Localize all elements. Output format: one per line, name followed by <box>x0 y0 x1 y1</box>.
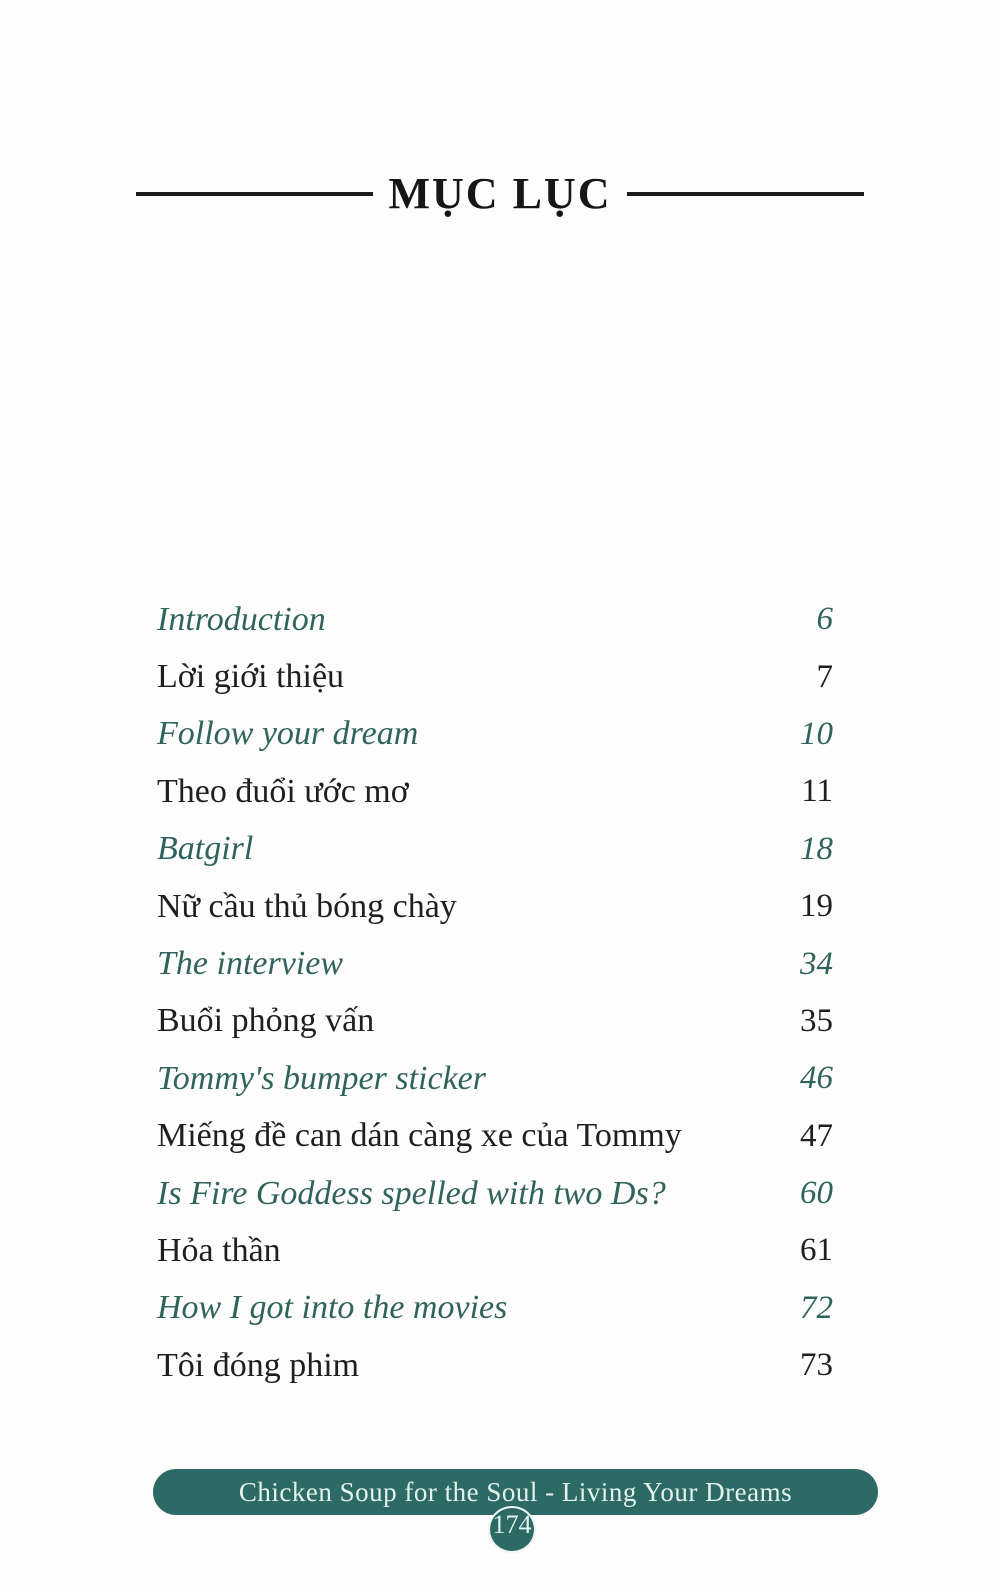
toc-entry-page: 18 <box>800 830 833 867</box>
toc-entry-page: 61 <box>800 1232 833 1269</box>
page-title: MỤC LỤC <box>388 169 612 218</box>
toc-row <box>157 763 833 820</box>
toc-entry-page: 7 <box>816 658 833 695</box>
toc-entry-title: Follow your dream <box>157 715 419 753</box>
book-title: Chicken Soup for the Soul - Living Your Dreams <box>238 1476 793 1507</box>
toc-entry-title: Hỏa thần <box>157 1231 281 1269</box>
toc-row <box>157 1280 833 1337</box>
toc-entry-title: How I got into the movies <box>157 1289 508 1327</box>
toc-entry-page: 6 <box>816 601 833 638</box>
toc-entry-page: 11 <box>801 773 833 810</box>
toc-entry-title: The interview <box>157 945 344 983</box>
toc-entry-page: 46 <box>800 1060 833 1097</box>
toc-entry-page: 60 <box>800 1175 833 1212</box>
title-rule-left <box>136 192 373 196</box>
toc-row <box>157 878 833 935</box>
toc-list <box>157 591 833 1394</box>
page-header <box>0 168 1000 219</box>
toc-entry-title: Tommy's bumper sticker <box>157 1059 486 1097</box>
toc-row <box>157 935 833 992</box>
toc-row <box>157 1337 833 1394</box>
toc-entry-title: Lời giới thiệu <box>157 658 345 696</box>
toc-entry-page: 47 <box>800 1117 833 1154</box>
toc-row <box>157 591 833 648</box>
toc-row <box>157 1108 833 1165</box>
page-number: 174 <box>492 1510 532 1539</box>
toc-entry-title: Nữ cầu thủ bóng chày <box>157 887 457 925</box>
toc-row <box>157 1050 833 1107</box>
page-number-badge <box>488 1506 536 1553</box>
toc-row <box>157 1165 833 1222</box>
toc-row <box>157 706 833 763</box>
toc-entry-title: Tôi đóng phim <box>157 1346 360 1384</box>
toc-entry-title: Miếng đề can dán càng xe của Tommy <box>157 1117 682 1155</box>
toc-entry-page: 73 <box>800 1347 833 1384</box>
toc-entry-page: 72 <box>800 1289 833 1326</box>
toc-entry-title: Batgirl <box>157 830 254 868</box>
toc-entry-page: 10 <box>800 715 833 752</box>
toc-entry-page: 34 <box>800 945 833 982</box>
title-rule-right <box>627 192 864 196</box>
toc-entry-title: Introduction <box>157 600 326 638</box>
toc-row <box>157 648 833 705</box>
toc-row <box>157 993 833 1050</box>
toc-entry-title: Theo đuổi ước mơ <box>157 772 409 810</box>
toc-row <box>157 1222 833 1279</box>
toc-entry-title: Buổi phỏng vấn <box>157 1002 375 1040</box>
toc-row <box>157 821 833 878</box>
toc-entry-page: 19 <box>800 888 833 925</box>
toc-entry-page: 35 <box>800 1002 833 1039</box>
toc-entry-title: Is Fire Goddess spelled with two Ds? <box>157 1174 666 1212</box>
